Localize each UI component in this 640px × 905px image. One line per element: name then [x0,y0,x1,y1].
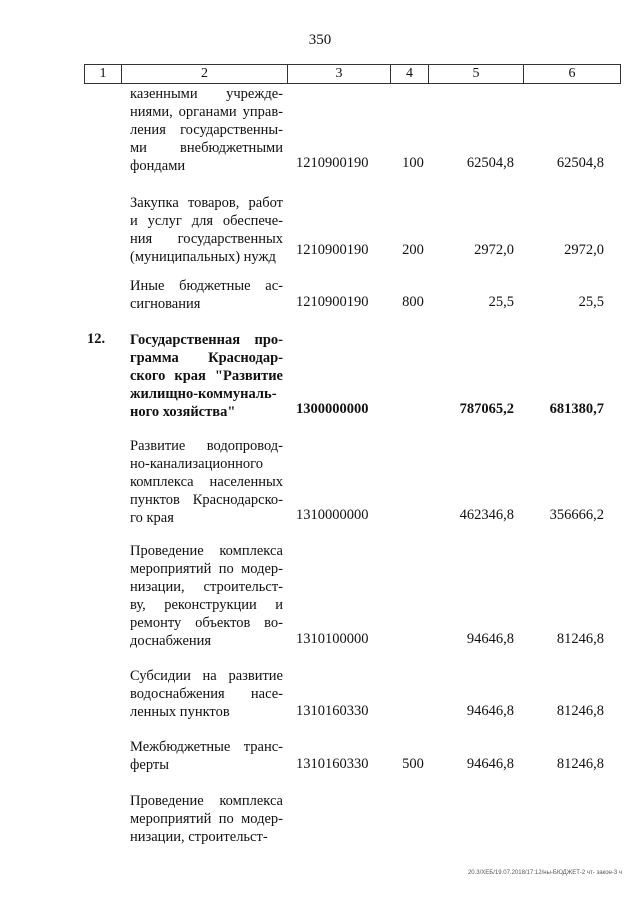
row-sum-2: 356666,2 [549,507,604,523]
row-sum-2: 81246,8 [556,631,604,647]
row-name: Иные бюджетные ас-сигнования [130,278,283,312]
row-sum-2: 681380,7 [549,401,604,417]
row-sum-2: 81246,8 [556,703,604,719]
row-name: Закупка товаров, работ и услуг для обеспече-ния государственных (муниципальных) нужд [130,195,283,265]
row-code: 1210900190 [296,155,369,171]
row-code: 1210900190 [296,242,369,258]
row-name: казенными учрежде-ниями, органами управ-ления государственны-ми внебюджетными фондами [130,86,283,174]
row-sum-2: 81246,8 [556,756,604,772]
row-sum-2: 62504,8 [556,155,604,171]
row-number: 12. [87,331,106,347]
header-col-2: 2 [121,65,287,83]
document-footer: 20.3/ХЕБ/19.07.2018/17:12/ны-БЮДЖЕТ-2 чт- закон-3 ч [467,870,622,876]
row-code: 1210900190 [296,294,369,310]
row-name: Развитие водопровод-но-канализационного комплекса населенных пунктов Краснодарско-го края [130,438,283,526]
row-name: Субсидии на развитие водоснабжения насе-ленных пунктов [130,668,283,720]
row-sum-1: 462346,8 [459,507,514,523]
header-col-1: 1 [84,65,121,83]
header-col-4: 4 [390,65,428,83]
row-name: Государственная про-грамма Краснодар-ского края "Развитие жилищно-коммуналь-ного хозяйства" [130,332,283,420]
row-code: 1300000000 [296,401,369,417]
row-code: 1310100000 [296,631,369,647]
row-code: 1310000000 [296,507,369,523]
header-col-5: 5 [428,65,523,83]
row-name: Межбюджетные транс-ферты [130,739,283,773]
page-number: 350 [308,32,332,48]
row-sum-1: 62504,8 [466,155,514,171]
row-name: Проведение комплекса мероприятий по модер-низации, строительст- [130,793,283,845]
row-code: 1310160330 [296,756,369,772]
row-sum-1: 94646,8 [466,703,514,719]
header-col-3: 3 [287,65,390,83]
row-sum-1: 787065,2 [459,401,514,417]
row-vr: 100 [402,155,424,171]
table-header [84,64,621,84]
row-sum-2: 2972,0 [564,242,604,258]
header-col-6: 6 [523,65,621,83]
row-sum-1: 94646,8 [466,756,514,772]
row-name: Проведение комплекса мероприятий по модер-низации, строительст-ву, реконструкции и ремонту объектов во-доснабжения [130,543,283,649]
row-sum-1: 25,5 [488,294,514,310]
row-code: 1310160330 [296,703,369,719]
row-sum-1: 94646,8 [466,631,514,647]
row-vr: 800 [402,294,424,310]
row-sum-1: 2972,0 [474,242,514,258]
row-sum-2: 25,5 [578,294,604,310]
row-vr: 500 [402,756,424,772]
row-vr: 200 [402,242,424,258]
